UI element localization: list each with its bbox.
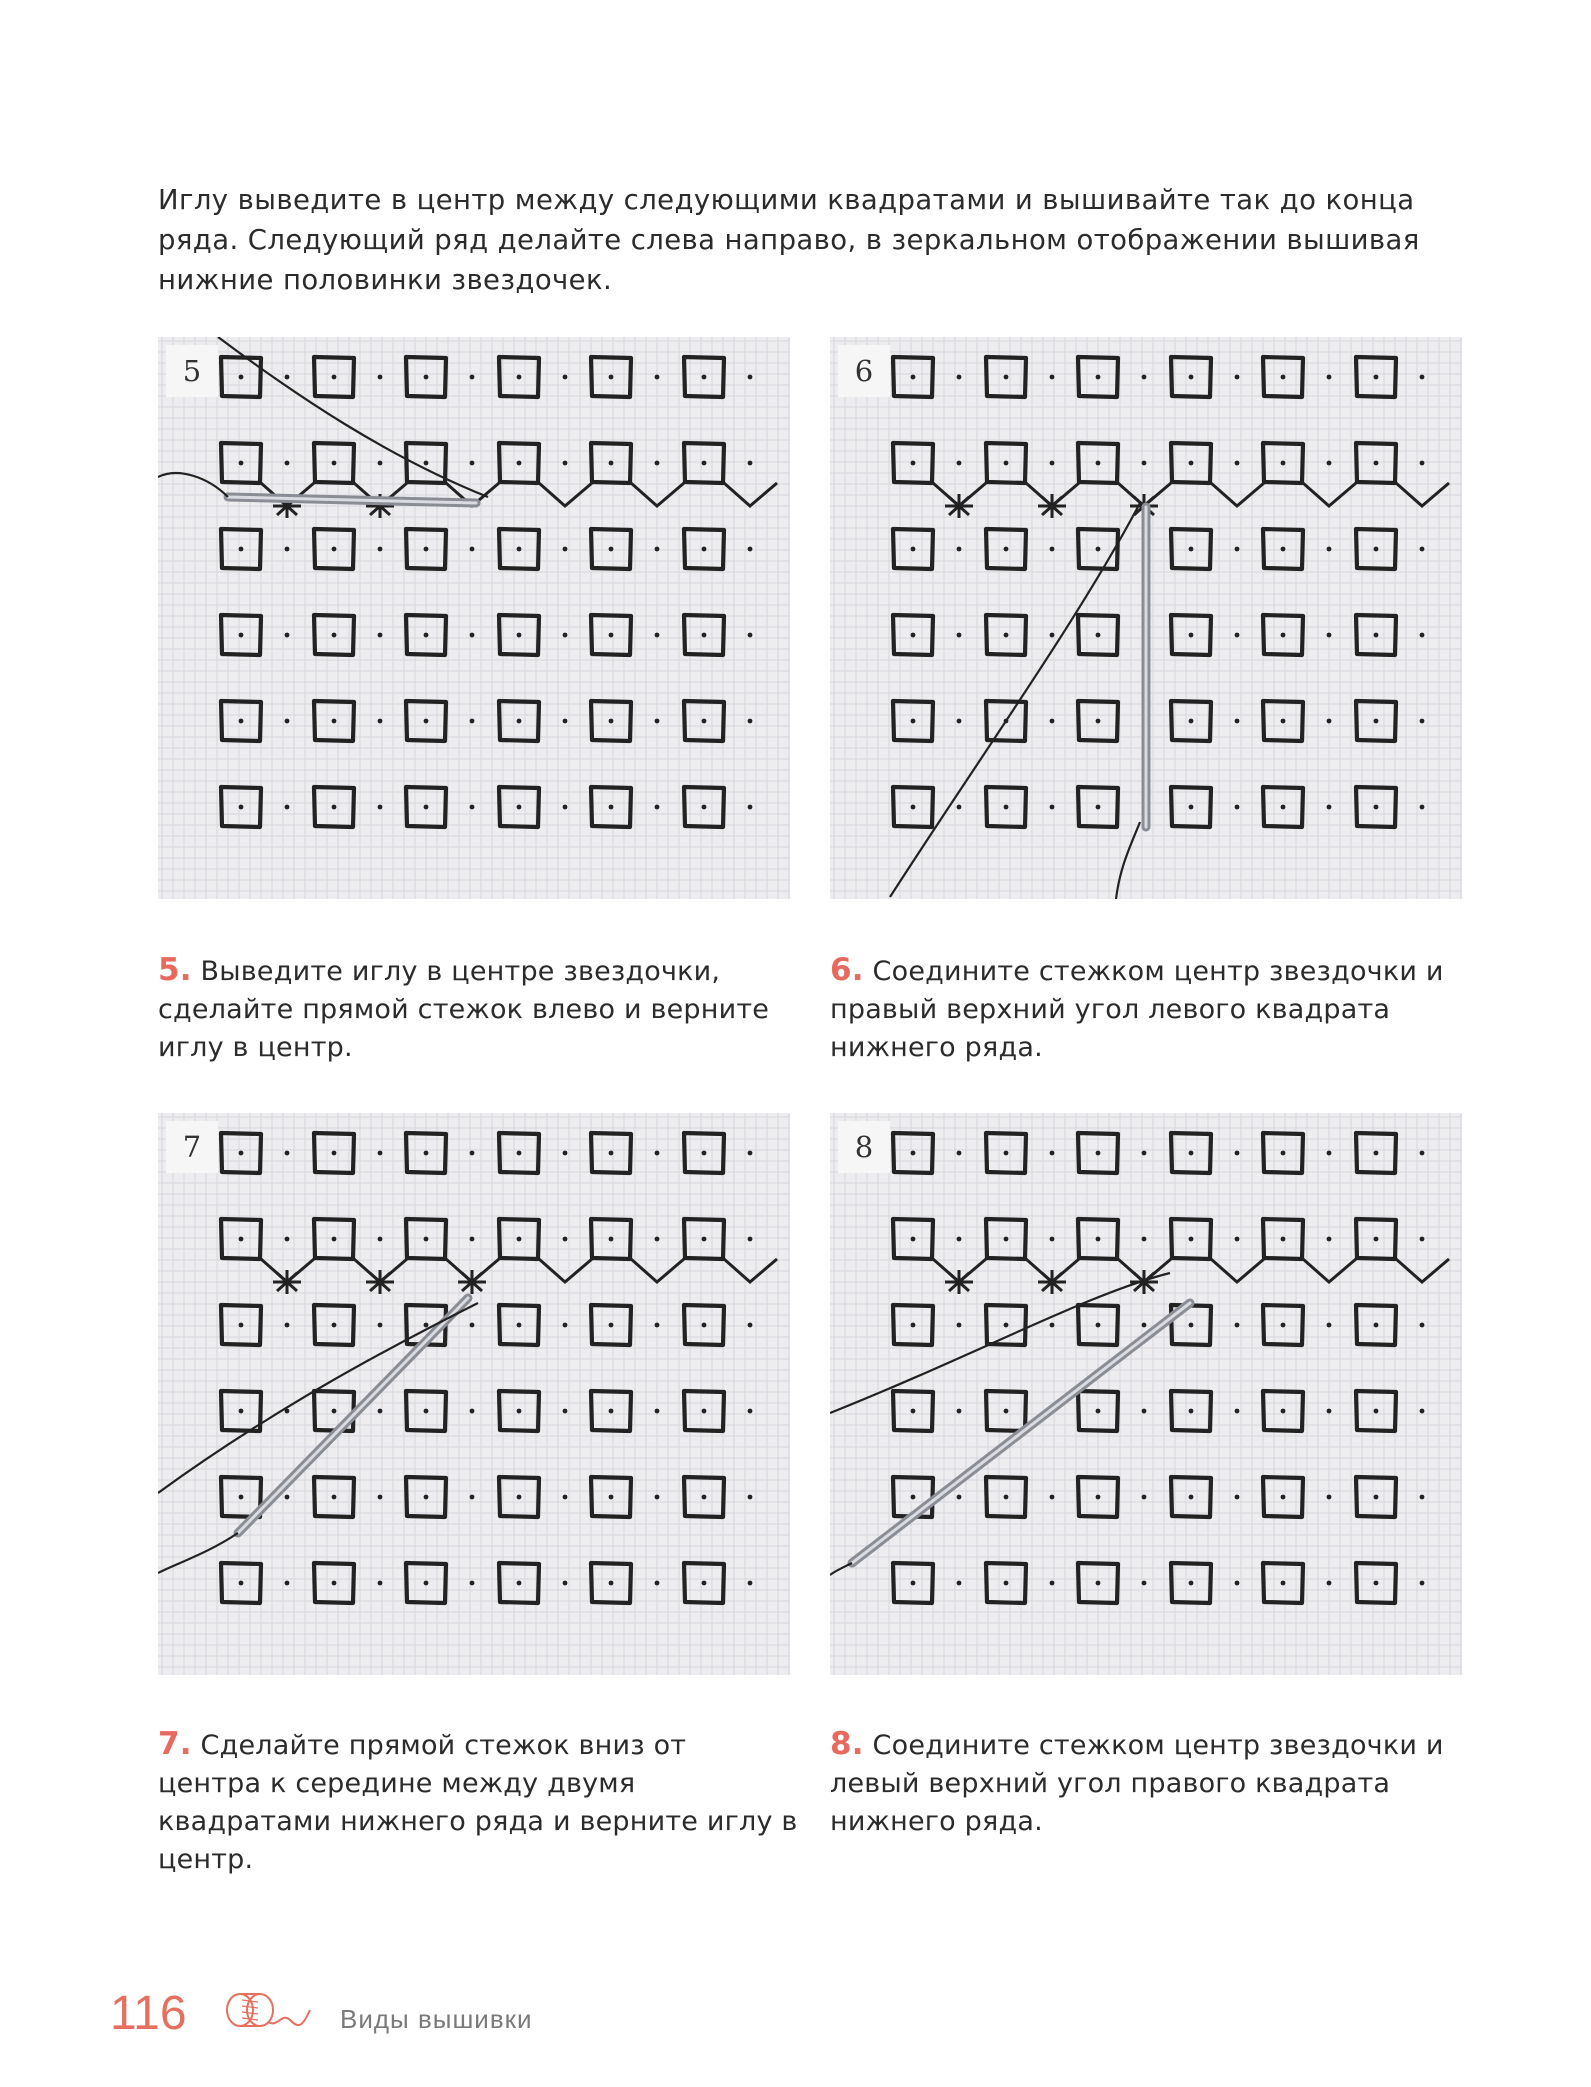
step-number-badge: 6: [838, 345, 890, 397]
step-8-photo: [830, 1113, 1462, 1675]
page-number: 116: [110, 1987, 187, 2040]
section-title: Виды вышивки: [340, 2004, 533, 2034]
step-7-number: 7.: [158, 1726, 192, 1762]
step-7-photo: [158, 1113, 790, 1675]
step-8-caption: [830, 1725, 1470, 1841]
step-7-text: Сделайте прямой стежок вниз от центра к середине между двумя квадратами нижнего ряда и верните иглу в центр.: [158, 1730, 798, 1875]
step-6-number: 6.: [830, 952, 864, 988]
step-6-text: Соедините стежком центр звездочки и правый верхний угол левого квадрата нижнего ряда.: [830, 956, 1444, 1063]
step-number-badge: 7: [166, 1121, 218, 1173]
step-6-photo: [830, 337, 1462, 899]
step-8-number: 8.: [830, 1726, 864, 1762]
step-5-caption: [158, 951, 798, 1067]
step-6-caption: [830, 951, 1470, 1067]
intro-paragraph: Иглу выведите в центр между следующими квадратами и вышивайте так до конца ряда. Следующий ряд делайте слева направо, в зеркальном отображении вышивая нижние половинки звездочек.: [158, 184, 1420, 296]
step-8-text: Соедините стежком центр звездочки и левый верхний угол правого квадрата нижнего ряда.: [830, 1730, 1444, 1837]
embroidery-photo: [158, 1113, 790, 1675]
thread-spool-icon: [218, 1988, 318, 2032]
embroidery-photo: [158, 337, 790, 899]
step-5-photo: [158, 337, 790, 899]
step-7-caption: [158, 1725, 798, 1879]
step-5-number: 5.: [158, 952, 192, 988]
embroidery-photo: [830, 337, 1462, 899]
step-number-badge: 5: [166, 345, 218, 397]
step-5-text: Выведите иглу в центре звездочки, сделайте прямой стежок влево и верните иглу в центр.: [158, 956, 770, 1063]
step-number-badge: 8: [838, 1121, 890, 1173]
embroidery-photo: [830, 1113, 1462, 1675]
